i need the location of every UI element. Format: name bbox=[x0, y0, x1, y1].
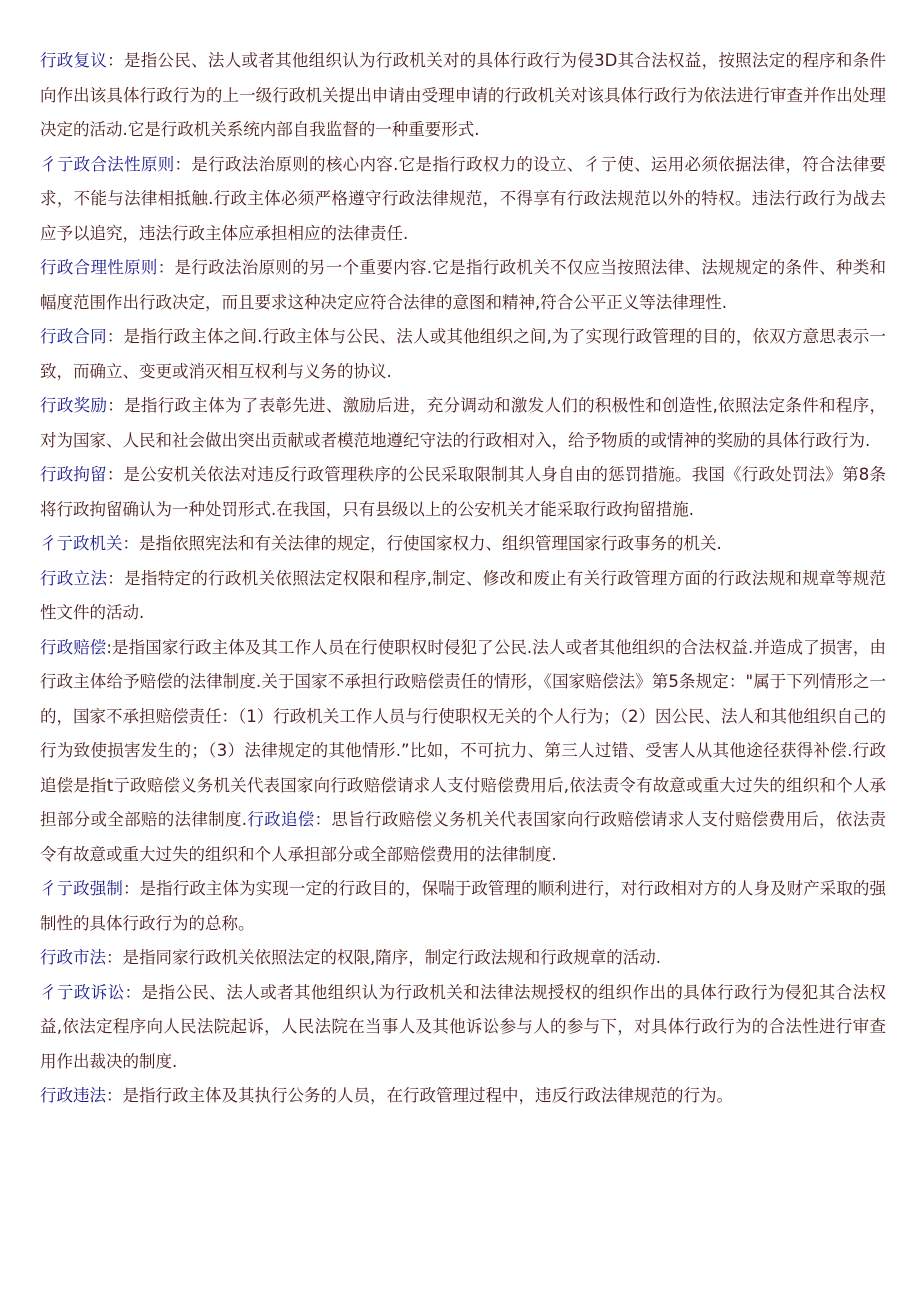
entry-administrative-compensation bbox=[40, 631, 886, 873]
entry-definition: ：是指行政主体为了表彰先进、激励后进，充分调动和激发人们的积极性和创造性,依照法定条件和程序，对为国家、人民和社会做出突出贡献或者模范地遵纪守法的行政相对入，给予物质的或情神的奖励的具体行政行为. bbox=[40, 396, 887, 450]
entry-definition: ：是公安机关依法对违反行政管理秩序的公民采取限制其人身自由的惩罚措施。我国《行政处罚法》第8条将行政拘留确认为一种处罚形式.在我国，只有县级以上的公安机关才能采取行政拘留措施. bbox=[40, 465, 887, 519]
entry-definition: ：是指行政主体及其执行公务的人员，在行政管理过程中，违反行政法律规范的行为。 bbox=[106, 1086, 733, 1105]
entry-term: 行政合理性原则 bbox=[40, 258, 158, 277]
entry-definition: ：是指公民、法人或者其他组织认为行政机关和法律法规授权的组织作出的具体行政行为侵犯其合法权益,依法定程序向人民法院起诉，人民法院在当事人及其他诉讼参与人的参与下，对具体行政行为的合法性进行审查用作出裁决的制度. bbox=[40, 982, 887, 1071]
entry-definition: ：是指行政主体为实现一定的行政目的，保喘于政管理的顺利进行，对行政相对方的人身及财产采取的强制性的具体行政行为的总称。 bbox=[40, 879, 887, 933]
entry-term: 行政立法 bbox=[40, 568, 108, 588]
entry-definition: ：是行政法治原则的核心内容.它是指行政权力的设立、彳亍使、运用必须依据法律，符合法律要求，不能与法律相抵触.行政主体必须严格遵守行政法律规范，不得享有行政法规范以外的特权。违法行政行为战去应予以追究，违法行政主体应承担相应的法律责任. bbox=[40, 154, 887, 243]
entry-definition: ：是指依照宪法和有关法律的规定，行使国家权力、组织管理国家行政事务的机关. bbox=[122, 534, 722, 553]
entry-term: 行政市法 bbox=[40, 948, 106, 967]
entry-administrative-rulemaking bbox=[40, 941, 886, 976]
entry-definition-secondary: ：思旨行政赔偿义务机关代表国家向行政赔偿请求人支付赔偿费用后，依法责令有故意或重大过失的组织和个人承担部分或全部赔偿费用的法律制度. bbox=[40, 810, 887, 864]
entry-definition: ：是指特定的行政机关依照法定权限和程序,制定、修改和废止有关行政管理方面的行政法规和规章等规范性文件的活动. bbox=[40, 568, 887, 622]
entry-legality-principle bbox=[40, 148, 886, 252]
entry-term: 彳亍政诉讼 bbox=[40, 982, 125, 1002]
entry-administrative-violation bbox=[40, 1079, 886, 1114]
entry-administrative-reward bbox=[40, 389, 886, 458]
entry-administrative-reconsideration bbox=[40, 44, 886, 148]
entry-term: 行政合同 bbox=[40, 327, 107, 346]
entry-administrative-contract bbox=[40, 320, 886, 389]
entry-term: 行政赔偿 bbox=[40, 637, 107, 657]
entry-definition: ：是指同家行政机关依照法定的权限,隋序，制定行政法规和行政规章的活动. bbox=[106, 948, 661, 967]
entry-definition: ：是行政法治原则的另一个重要内容.它是指行政机关不仅应当按照法律、法规规定的条件、种类和幅度范围作出行政决定，而且要求这种决定应符合法律的意图和精神,符合公平正义等法律理性. bbox=[40, 258, 887, 312]
entry-administrative-organ bbox=[40, 527, 886, 562]
entry-rationality-principle bbox=[40, 251, 886, 320]
entry-definition: :是指国家行政主体及其工作人员在行使职权时侵犯了公民.法人或者其他组织的合法权益.并造成了损害，由行政主体给予赔偿的法律制度.关于国家不承担行政赔偿责任的情形，《国家赔偿法》第5条规定："属于下列情形之一的，国家不承担赔偿责任：（1）行政机关工作人员与行使职权无关的个人行为；（2）因公民、法人和其他组织自己的行为致使损害发生的；（3）法律规定的其他情形.”比如，不可抗力、第三人过错、受害人从其他途径获得补偿.行政追偿是指t亍政赔偿义务机关代表国家向行政赔偿请求人支付赔偿费用后,依法责令有故意或重大过失的组织和个人承担部分或全部赔的法律制度. bbox=[40, 637, 886, 829]
entry-administrative-litigation bbox=[40, 976, 886, 1080]
entry-term: 行政违法 bbox=[40, 1086, 106, 1105]
entry-term: 行政奖励 bbox=[40, 396, 108, 415]
entry-term-secondary: 行政追偿 bbox=[247, 810, 315, 829]
entry-term: 彳亍政强制 bbox=[40, 879, 123, 898]
entry-definition: ：是指公民、法人或者其他组织认为行政机关对的具体行政行为侵3D其合法权益，按照法定的程序和条件向作出该具体行政行为的上一级行政机关提出申请由受理申请的行政机关对该具体行政行为依法进行审查并作出处理决定的活动.它是行政机关系统内部自我监督的一种重要形式. bbox=[40, 51, 887, 139]
entry-term: 行政拘留 bbox=[40, 465, 107, 484]
entry-term: 行政复议 bbox=[40, 51, 108, 70]
glossary-page bbox=[40, 44, 886, 1114]
entry-administrative-detention bbox=[40, 458, 886, 527]
entry-term: 彳亍政合法性原则 bbox=[40, 154, 175, 174]
entry-administrative-legislation bbox=[40, 562, 886, 631]
entry-definition: ：是指行政主体之间.行政主体与公民、法人或其他组织之间,为了实现行政管理的目的，依双方意思表示一致，而确立、变更或消灭相互权利与义务的协议. bbox=[40, 327, 886, 381]
entry-term: 彳亍政机关 bbox=[40, 534, 123, 553]
entry-administrative-enforcement bbox=[40, 872, 886, 941]
